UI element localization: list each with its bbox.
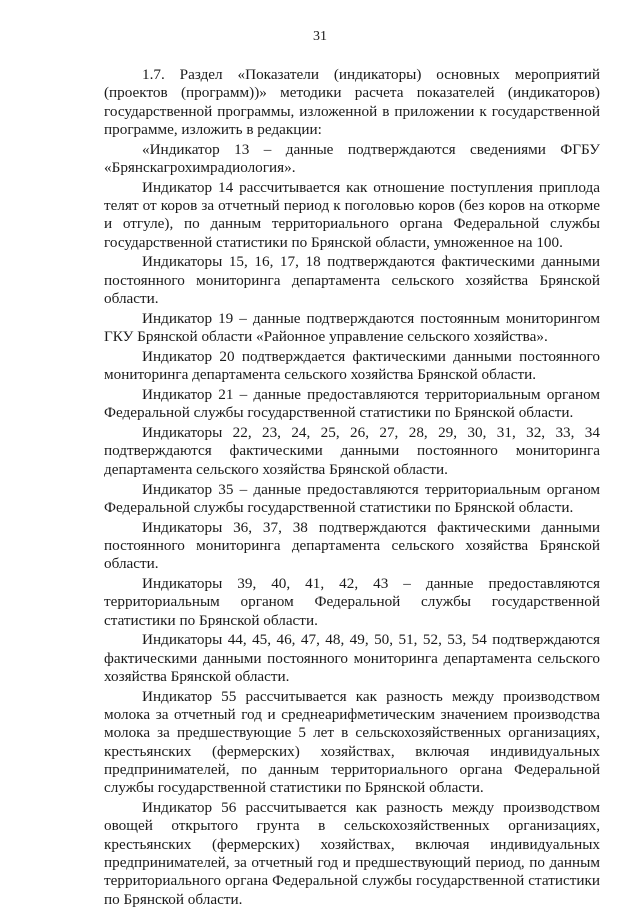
paragraph-indicators-44-54: Индикаторы 44, 45, 46, 47, 48, 49, 50, 51, 52, 53, 54 подтверждаются фактическими данными постоянного мониторинга департамента сельского хозяйства Брянской области. bbox=[104, 631, 600, 685]
paragraph-indicator-14: Индикатор 14 рассчитывается как отношение поступления приплода телят от коров за отчетный период к поголовью коров (без коров на откорме и отгуле), по данным территориального органа Федеральной службы государственной статистики по Брянской области, умноженное на 100. bbox=[104, 178, 600, 251]
paragraph-section-1-7: 1.7. Раздел «Показатели (индикаторы) основных мероприятий (проектов (программ))» методики расчета показателей (индикаторов) государственной программы, изложенной в приложении к государственной программе, изложить в редакции: bbox=[104, 66, 600, 138]
paragraph-indicator-13: «Индикатор 13 – данные подтверждаются сведениями ФГБУ «Брянскагрохимрадиология». bbox=[104, 140, 600, 176]
paragraph-indicators-15-18: Индикаторы 15, 16, 17, 18 подтверждаются фактическими данными постоянного мониторинга департамента сельского хозяйства Брянской области. bbox=[104, 253, 600, 308]
paragraph-indicators-36-38: Индикаторы 36, 37, 38 подтверждаются фактическими данными постоянного мониторинга департамента сельского хозяйства Брянской области. bbox=[104, 518, 600, 573]
paragraph-indicator-21: Индикатор 21 – данные предоставляются территориальным органом Федеральной службы государственной статистики по Брянской области. bbox=[104, 386, 600, 422]
paragraph-indicators-39-43: Индикаторы 39, 40, 41, 42, 43 – данные предоставляются территориальным органом Федеральной службы государственной статистики по Брянской области. bbox=[104, 575, 600, 629]
paragraph-indicator-20: Индикатор 20 подтверждается фактическими данными постоянного мониторинга департамента сельского хозяйства Брянской области. bbox=[104, 347, 600, 384]
paragraph-indicator-56: Индикатор 56 рассчитывается как разность между производством овощей открытого грунта в сельскохозяйственных организациях, крестьянских (фермерских) хозяйствах, включая индивидуальных предпринимателей, за отчетный год и предшествующий период, по данным территориального органа Федеральной службы государственной статистики по Брянской области. bbox=[104, 799, 600, 908]
paragraph-indicator-35: Индикатор 35 – данные предоставляются территориальным органом Федеральной службы государственной статистики по Брянской области. bbox=[104, 480, 600, 516]
page-number: 31 bbox=[313, 29, 327, 44]
paragraph-indicators-22-34: Индикаторы 22, 23, 24, 25, 26, 27, 28, 29, 30, 31, 32, 33, 34 подтверждаются фактическими данными постоянного мониторинга департамента сельского хозяйства Брянской области. bbox=[104, 424, 600, 478]
paragraph-indicator-19: Индикатор 19 – данные подтверждаются постоянным мониторингом ГКУ Брянской области «Районное управление сельского хозяйства». bbox=[104, 309, 600, 346]
document-body bbox=[104, 66, 600, 910]
paragraph-indicator-55: Индикатор 55 рассчитывается как разность между производством молока за отчетный год и среднеарифметическим значением производства молока за предшествующие 5 лет в сельскохозяйственных организациях, крестьянских (фермерских) хозяйствах, включая индивидуальных предпринимателей, по данным территориального органа Федеральной службы государственной статистики по Брянской области. bbox=[104, 687, 600, 797]
